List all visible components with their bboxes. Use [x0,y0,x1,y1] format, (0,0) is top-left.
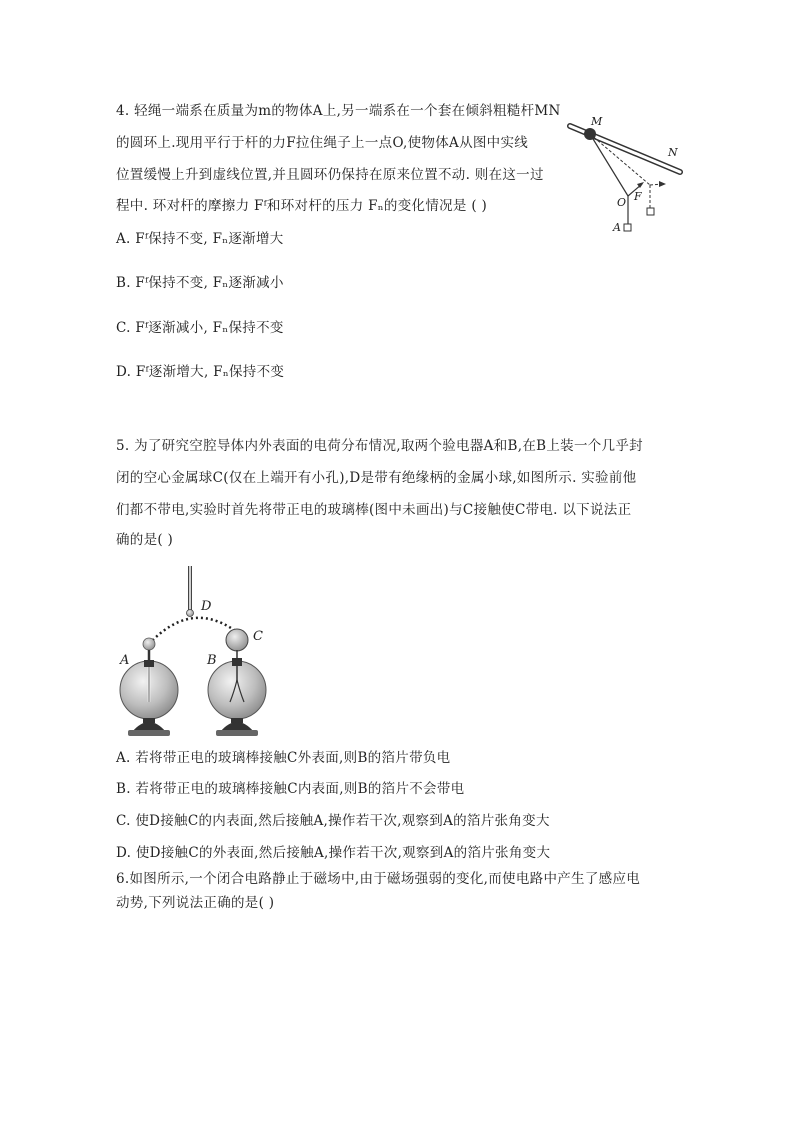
q6-stem-line-1: 6.如图所示,一个闭合电路静止于磁场中,由于磁场强弱的变化,而使电路中产生了感应电 [116,871,641,887]
label-m: M [591,115,603,128]
q5-stem-line-1: 5. 为了研究空腔导体内外表面的电荷分布情况,取两个验电器A和B,在B上装一个几乎封 [116,438,643,454]
label-n: N [668,146,678,159]
q4-stem-line-3: 位置缓慢上升到虚线位置,并且圆环仍保持在原来位置不动. 则在这一过 [116,167,544,183]
q4-figure-incline-rod [560,112,690,237]
q4-option-d: D. Fᶠ逐渐增大, Fₙ保持不变 [116,364,285,380]
label-d: D [201,599,212,614]
q5-stem-line-3: 们都不带电,实验时首先将带正电的玻璃棒(图中未画出)与C接触使C带电. 以下说法正 [116,502,632,518]
hollow-sphere-c [226,629,248,651]
q4-option-c: C. Fᶠ逐渐减小, Fₙ保持不变 [116,320,284,336]
label-a: A [613,221,621,234]
q5-option-b: B. 若将带正电的玻璃棒接触C内表面,则B的箔片不会带电 [116,781,465,797]
q4-stem-line-2: 的圆环上.现用平行于杆的力F拉住绳子上一点O,使物体A从图中实线 [116,135,529,151]
label-c-sphere: C [253,629,263,644]
q5-option-c: C. 使D接触C的内表面,然后接触A,操作若干次,观察到A的箔片张角变大 [116,813,550,829]
q4-stem-line-1: 4. 轻绳一端系在质量为m的物体A上,另一端系在一个套在倾斜粗糙杆MN [116,103,561,119]
q4-stem-line-4: 程中. 环对杆的摩擦力 Fᶠ和环对杆的压力 Fₙ的变化情况是 ( ) [116,198,488,214]
q5-stem-line-2: 闭的空心金属球C(仅在上端开有小孔),D是带有绝缘柄的金属小球,如图所示. 实验前他 [116,470,637,486]
q5-option-a: A. 若将带正电的玻璃棒接触C外表面,则B的箔片带负电 [116,750,451,766]
q4-option-b: B. Fᶠ保持不变, Fₙ逐渐减小 [116,275,284,291]
label-o: O [617,196,627,209]
electroscope-b [208,629,266,736]
label-b-electroscope: B [207,653,217,668]
q4-option-a: A. Fᶠ保持不变, Fₙ逐渐增大 [116,231,284,247]
ball-d [187,610,194,617]
label-a-electroscope: A [120,653,130,668]
q5-option-d: D. 使D接触C的外表面,然后接触A,操作若干次,观察到A的箔片张角变大 [116,845,551,861]
q5-stem-line-4: 确的是( ) [116,532,174,548]
label-f: F [634,190,642,203]
q5-figure-electroscopes [110,562,300,742]
q6-stem-line-2: 动势,下列说法正确的是( ) [116,895,275,911]
